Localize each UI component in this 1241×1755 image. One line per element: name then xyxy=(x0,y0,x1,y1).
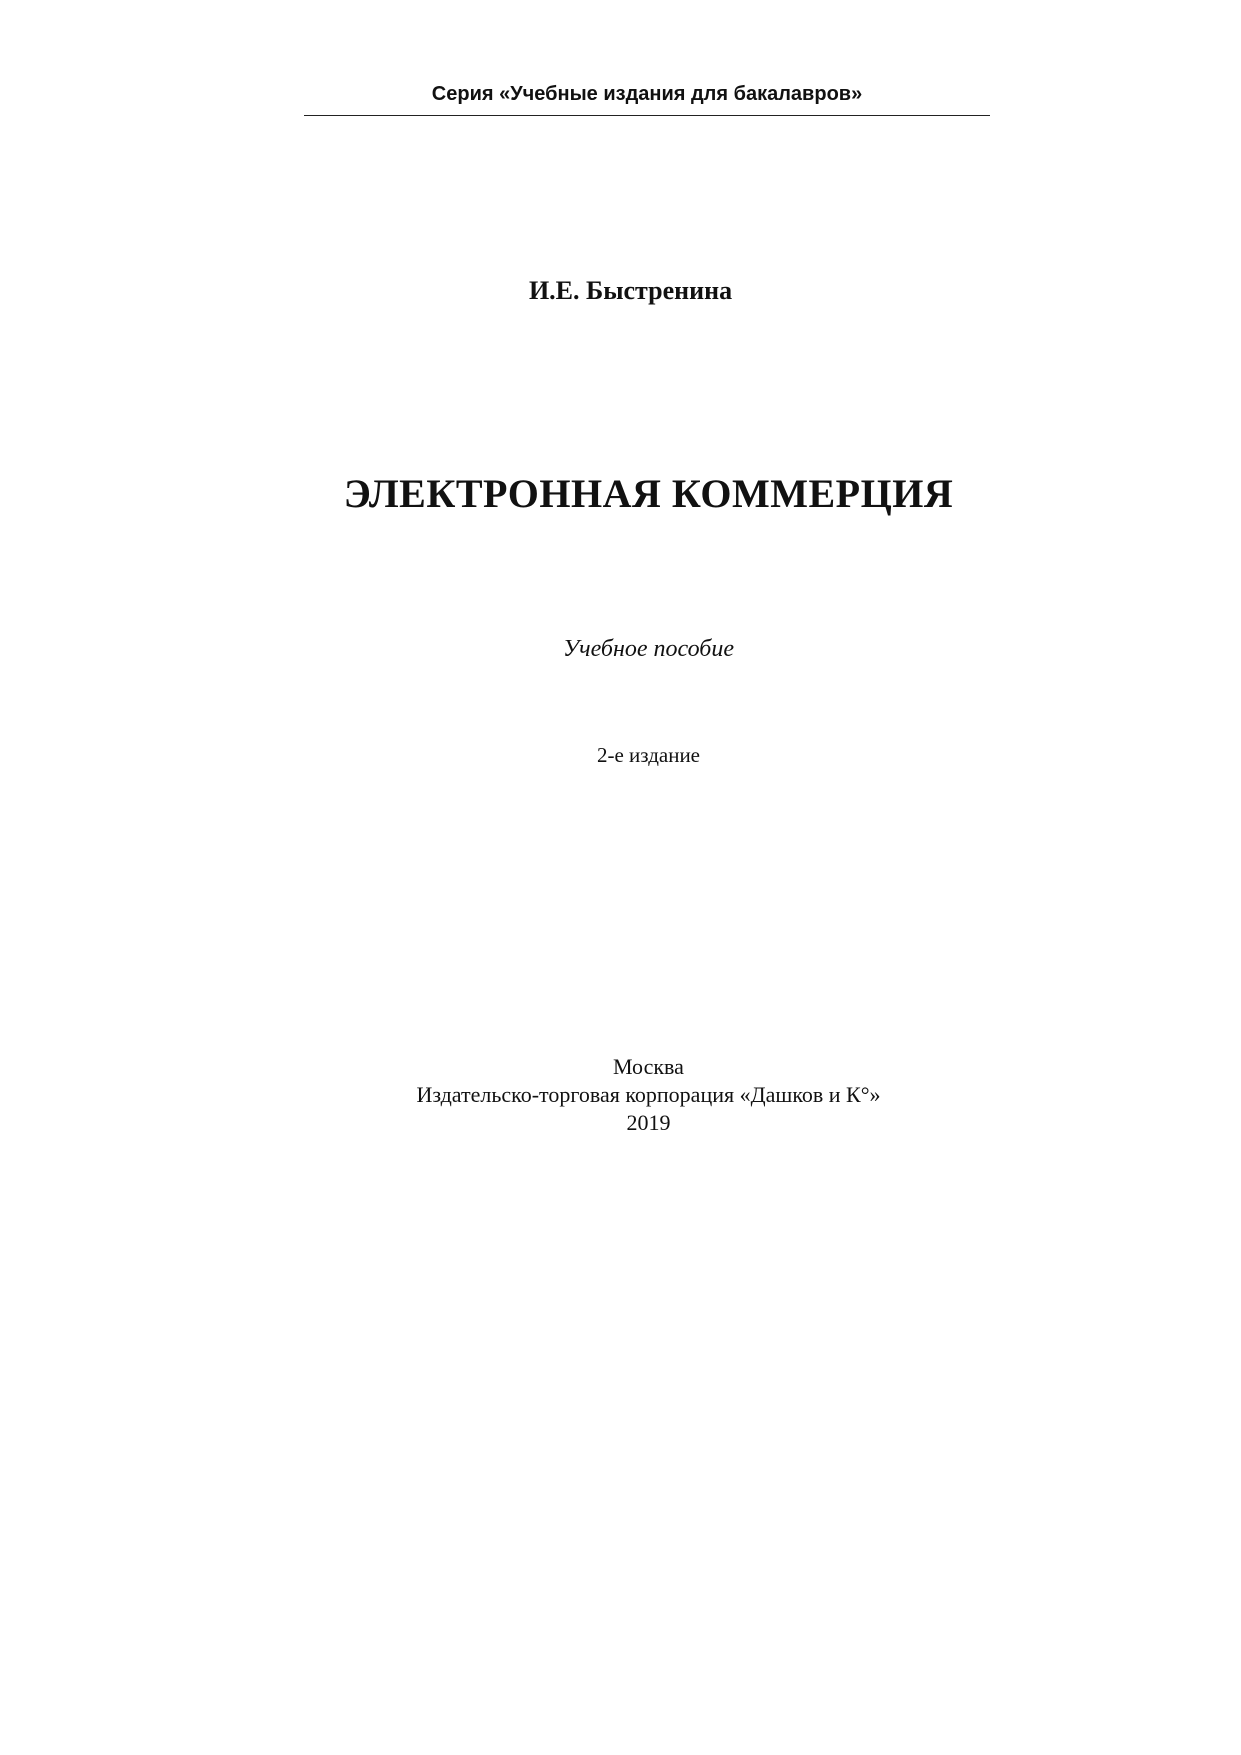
imprint-year: 2019 xyxy=(626,1110,671,1135)
imprint-block xyxy=(28,1053,1241,1137)
author-name: И.Е. Быстренина xyxy=(528,276,733,305)
book-title: ЭЛЕКТРОННАЯ КОММЕРЦИЯ xyxy=(343,471,954,516)
series-heading: Серия «Учебные издания для бакалавров» xyxy=(431,83,863,105)
series-divider xyxy=(304,115,990,116)
imprint-publisher: Издательско-торговая корпорация «Дашков и К°» xyxy=(416,1082,881,1107)
imprint-city: Москва xyxy=(613,1054,684,1079)
book-subtitle: Учебное пособие xyxy=(562,636,735,662)
edition-label: 2-е издание xyxy=(596,743,701,767)
